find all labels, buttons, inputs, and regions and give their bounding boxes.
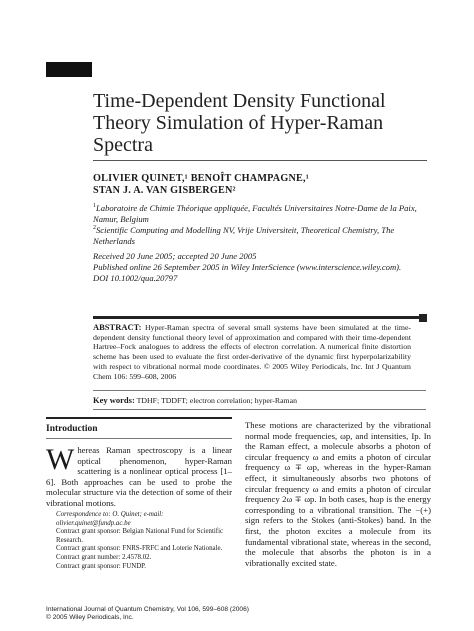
doi: DOI 10.1002/qua.20797 xyxy=(93,273,178,283)
right-column-text: These motions are characterized by the vibrational normal mode frequencies, ωp, and intensities, Ip. In the Raman effect, a molecule absorbs a photon of circular frequency ω and emits a photon of circular frequency ω ∓ ωp, whereas in the hyper-Raman effect, it simultaneously absorbs two photons of circular frequency ω and emits a photon of circular frequency 2ω ∓ ωp. In both cases, ħωp is the energy corresponding to a vibrational transition. The −(+) sign refers to the Stokes (anti-Stokes) band. In the first, the photon excites a molecule from its fundamental vibrational state, whereas in the second, the molecule that absorbs the photon is in a vibrationally excited state. xyxy=(245,420,431,568)
keywords-label: Key words: xyxy=(93,395,135,405)
abstract-top-bar xyxy=(93,316,426,319)
received-date: Received 20 June 2005; accepted 20 June 2005 xyxy=(93,251,257,261)
published-online: Published online 26 September 2005 in Wiley InterScience (www.interscience.wiley.com). xyxy=(93,262,402,272)
grant-sponsor-3: Contract grant sponsor: FUNDP. xyxy=(56,562,146,570)
authors-line-1: OLIVIER QUINET,¹ BENOÎT CHAMPAGNE,¹ xyxy=(93,173,310,184)
journal-footer xyxy=(46,606,346,622)
abstract xyxy=(93,323,411,381)
author-list xyxy=(93,173,423,197)
keywords-top-rule xyxy=(93,390,426,391)
introduction-paragraph xyxy=(46,445,232,509)
keywords-bottom-rule xyxy=(93,409,426,410)
authors-line-2: STAN J. A. VAN GISBERGEN² xyxy=(93,185,236,196)
introduction-top-bar xyxy=(46,417,232,419)
affiliation-2 xyxy=(93,223,423,247)
affiliation-1-number: 1 xyxy=(93,203,96,209)
introduction-text: hereas Raman spectroscopy is a linear optical phenomenon, hyper-Raman scattering is a nonlinear optical process [1–6]. Both approaches can be used to probe the molecular structure via the detection of some of their vibrational motions. xyxy=(46,445,232,508)
paper-title: Time-Dependent Density Functional Theory Simulation of Hyper-Raman Spectra xyxy=(93,90,386,156)
affiliation-2-number: 2 xyxy=(93,225,96,231)
correspondence-line: Correspondence to: O. Quinet; e-mail: olivier.quinet@fundp.ac.be xyxy=(56,511,164,527)
affiliation-2-text: Scientific Computing and Modelling NV, Vrije Universiteit, Theoretical Chemistry, The Netherlands xyxy=(93,224,395,246)
abstract-text: Hyper-Raman spectra of several small systems have been simulated at the time-dependent density functional theory level of approximation and compared with their time-dependent Hartree–Fock analogues to address the effects of electron correlation. A numerical finite distortion scheme has been used to evaluate the first order-derivative of the dynamic first hyperpolarizability with respect to vibrational normal mode coordinates. © 2005 Wiley Periodicals, Inc. Int J Quantum Chem 106: 599–608, 2006 xyxy=(93,323,412,381)
keywords-text: TDHF; TDDFT; electron correlation; hyper-Raman xyxy=(136,396,297,405)
publication-dates xyxy=(93,251,423,284)
grant-sponsor-1: Contract grant sponsor: Belgian National Fund for Scientific Research. xyxy=(56,528,224,544)
grant-number: Contract grant number: 2.4578.02. xyxy=(56,553,152,561)
affiliation-1 xyxy=(93,201,423,225)
header-black-bar xyxy=(46,62,92,77)
abstract-corner-tab xyxy=(419,314,427,322)
keywords xyxy=(93,395,423,405)
introduction-heading: Introduction xyxy=(46,424,98,434)
affiliation-1-text: Laboratoire de Chimie Théorique appliquée, Facultés Universitaires Notre-Dame de la Paix, Namur, Belgium xyxy=(93,202,417,224)
title-rule xyxy=(93,160,427,161)
introduction-rule xyxy=(46,438,232,439)
grant-sponsor-2: Contract grant sponsor: FNRS-FRFC and Loterie Nationale. xyxy=(56,545,223,553)
abstract-label: ABSTRACT: xyxy=(93,322,142,332)
drop-cap: W xyxy=(46,443,75,476)
correspondence-footnote xyxy=(46,511,232,571)
journal-citation: International Journal of Quantum Chemistry, Vol 106, 599–608 (2006) xyxy=(46,606,249,613)
copyright: © 2005 Wiley Periodicals, Inc. xyxy=(46,614,134,621)
